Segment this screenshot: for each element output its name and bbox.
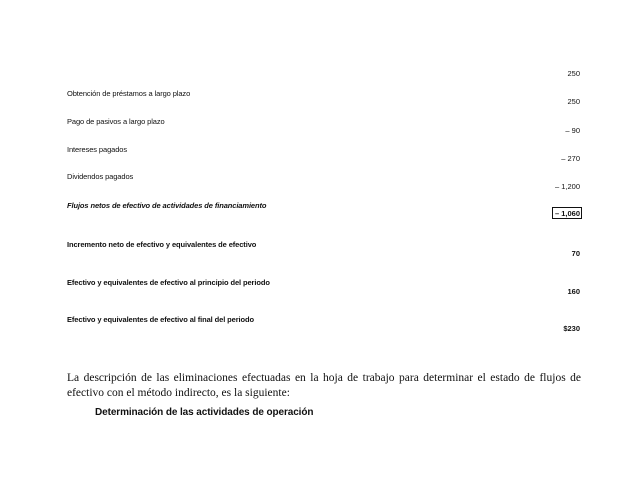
top-value: 250 xyxy=(567,69,580,78)
row-label-dividends-paid: Dividendos pagados xyxy=(67,172,134,181)
row-label-loans-obtained: Obtención de préstamos a largo plazo xyxy=(67,89,191,98)
row-value-long-term-payments: – 90 xyxy=(565,126,580,135)
row-label-long-term-payments: Pago de pasivos a largo plazo xyxy=(67,117,165,126)
row-value-cash-beginning: 160 xyxy=(567,287,580,296)
row-value-net-increase: 70 xyxy=(571,249,580,258)
row-value-dividends-paid: – 1,200 xyxy=(554,182,580,191)
section-subheading: Determinación de las actividades de operación xyxy=(95,407,314,418)
row-label-interest-paid: Intereses pagados xyxy=(67,145,128,154)
row-value-loans-obtained: 250 xyxy=(567,97,580,106)
body-paragraph: La descripción de las eliminaciones efectuadas en la hoja de trabajo para determinar el estado de flujos de efectivo con el método indirecto, es la siguiente: xyxy=(67,372,581,399)
row-value-financing-net: – 1,060 xyxy=(552,207,582,219)
row-label-cash-end: Efectivo y equivalentes de efectivo al final del periodo xyxy=(67,315,254,324)
row-value-cash-end: $230 xyxy=(563,324,580,333)
row-value-interest-paid: – 270 xyxy=(561,154,580,163)
row-label-net-increase: Incremento neto de efectivo y equivalentes de efectivo xyxy=(67,240,257,249)
row-label-financing-net: Flujos netos de efectivo de actividades de financiamiento xyxy=(67,201,267,210)
row-label-cash-beginning: Efectivo y equivalentes de efectivo al principio del periodo xyxy=(67,278,270,287)
